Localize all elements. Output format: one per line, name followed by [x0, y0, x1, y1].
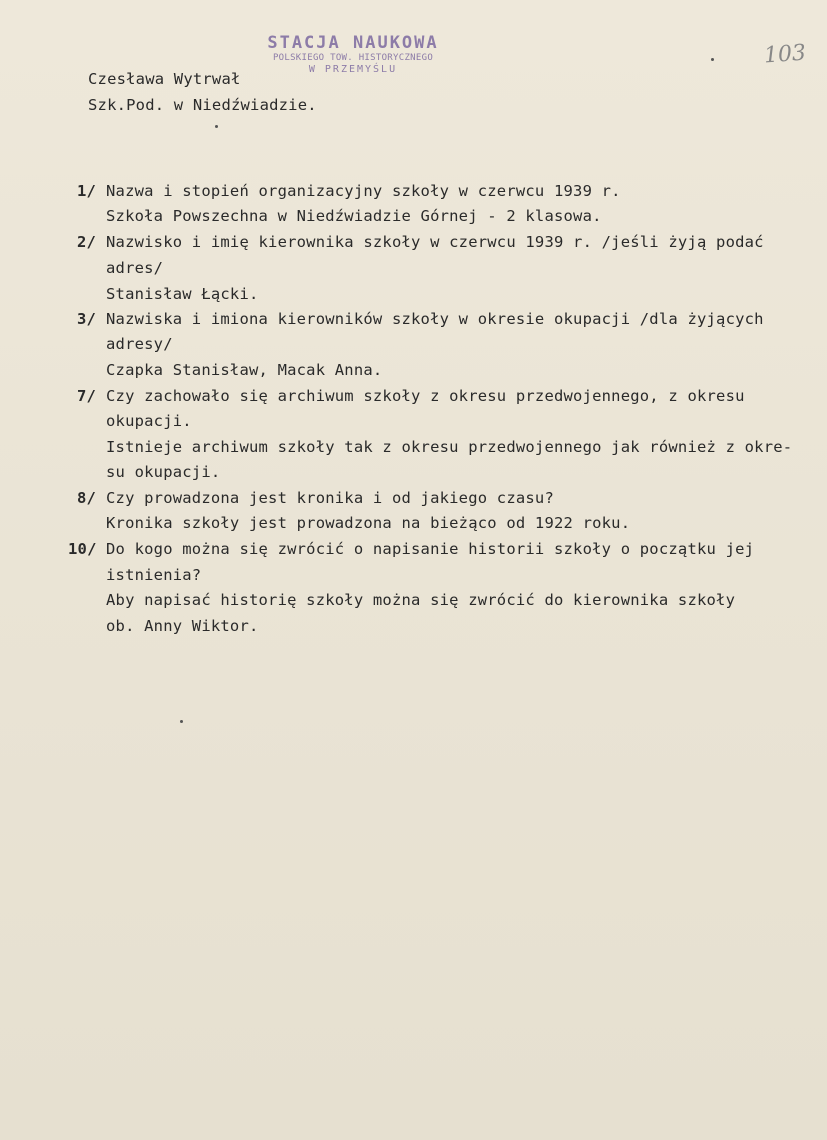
item-answer-cont: su okupacji. [106, 463, 221, 481]
item-number: 1/ [77, 182, 97, 200]
ink-speck [180, 720, 183, 723]
item-question: Czy prowadzona jest kronika i od jakiego czasu? [106, 489, 554, 507]
item-answer: Aby napisać historię szkoły można się zwrócić do kierownika szkoły [106, 591, 736, 609]
item-number: 10/ [68, 540, 97, 558]
stamp-line-1: STACJA NAUKOWA [267, 33, 439, 53]
item-question: Nazwisko i imię kierownika szkoły w czerwcu 1939 r. /jeśli żyją podać [106, 233, 764, 251]
item-answer: Kronika szkoły jest prowadzona na bieżąco od 1922 roku. [106, 514, 631, 532]
item-answer: Szkoła Powszechna w Niedźwiadzie Górnej - 2 klasowa. [106, 207, 602, 225]
school-name: Szk.Pod. w Niedźwiadzie. [88, 96, 317, 114]
item-question-cont: adresy/ [106, 335, 173, 353]
item-number: 7/ [77, 387, 97, 405]
item-answer: Istnieje archiwum szkoły tak z okresu przedwojennego jak również z okre- [106, 438, 793, 456]
item-question: Czy zachowało się archiwum szkoły z okresu przedwojennego, z okresu [106, 387, 745, 405]
item-question: Do kogo można się zwrócić o napisanie historii szkoły o początku jej [106, 540, 755, 558]
stamp-line-3: W PRZEMYŚLU [308, 64, 398, 75]
author-name: Czesława Wytrwał [88, 70, 241, 88]
item-question: Nazwa i stopień organizacyjny szkoły w czerwcu 1939 r. [106, 182, 621, 200]
ink-speck [711, 58, 714, 61]
item-question: Nazwiska i imiona kierowników szkoły w okresie okupacji /dla żyjących [106, 310, 764, 328]
ink-speck [215, 125, 218, 128]
item-answer: Stanisław Łącki. [106, 285, 259, 303]
item-answer: Czapka Stanisław, Macak Anna. [106, 361, 383, 379]
page-number: 103 [763, 40, 807, 69]
institution-stamp [238, 33, 468, 76]
item-question-cont: adres/ [106, 259, 164, 277]
item-answer-cont: ob. Anny Wiktor. [106, 617, 259, 635]
item-number: 8/ [77, 489, 97, 507]
stamp-line-2: POLSKIEGO TOW. HISTORYCZNEGO [272, 53, 434, 63]
item-number: 2/ [77, 233, 97, 251]
item-question-cont: okupacji. [106, 412, 192, 430]
item-number: 3/ [77, 310, 97, 328]
item-question-cont: istnienia? [106, 566, 202, 584]
